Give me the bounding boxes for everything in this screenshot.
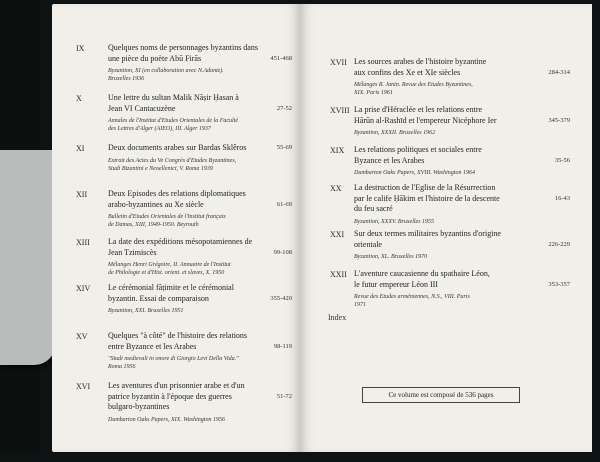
entry-title bbox=[354, 229, 544, 250]
entry-title-line: aux confins des Xe et XIe siècles bbox=[354, 67, 461, 77]
entry-citation bbox=[354, 169, 544, 177]
entry-title bbox=[108, 331, 294, 352]
entry-title-line: par le calife Ḥākim et l'histoire de la descente bbox=[354, 193, 500, 203]
index-label: Index bbox=[328, 313, 347, 322]
entry-title bbox=[354, 183, 544, 215]
entry-title bbox=[108, 143, 294, 154]
entry-number: XX bbox=[330, 184, 342, 193]
entry-title-line: Les sources arabes de l'histoire byzantine bbox=[354, 57, 487, 66]
left-page bbox=[52, 4, 300, 452]
entry-title-line: Sur deux termes militaires byzantins d'origine bbox=[354, 229, 501, 238]
entry-title-line: Byzance et les Arabes bbox=[354, 155, 425, 165]
entry-title bbox=[108, 283, 294, 304]
entry-citation-line: de Philologie et d'Hist. orient. et slaves, X. 1950 bbox=[108, 270, 225, 276]
entry-number: XVI bbox=[76, 382, 91, 391]
entry-citation bbox=[108, 307, 294, 315]
entry-title-line: du feu sacré bbox=[354, 204, 393, 213]
entry-pages: 99-108 bbox=[273, 248, 292, 256]
entry-pages: 35-56 bbox=[554, 156, 570, 164]
entry-title bbox=[354, 269, 544, 290]
entry-pages: 355-420 bbox=[270, 294, 292, 302]
entry-title bbox=[108, 93, 294, 114]
entry-pages: 16-43 bbox=[554, 194, 570, 202]
entry-citation-line: Dumbarton Oaks Papers, XIX. Washington 1956 bbox=[108, 416, 225, 423]
entry-citation bbox=[354, 129, 544, 137]
entry-title-line: Les relations politiques et sociales entre bbox=[354, 145, 482, 154]
entry-citation-line: Annales de l'Institut d'Etudes Orientales de la Faculté bbox=[108, 118, 239, 124]
entry-citation-line: Roma 1956 bbox=[108, 364, 136, 370]
entry-citation bbox=[108, 261, 294, 277]
entry-citation bbox=[354, 293, 544, 309]
entry-pages: 27-52 bbox=[276, 104, 292, 112]
entry-number: XXI bbox=[330, 230, 345, 239]
entry-pages: 284-314 bbox=[548, 68, 570, 76]
entry-title-line: Les aventures d'un prisonnier arabe et d'un bbox=[108, 381, 245, 390]
book-stand-tab bbox=[0, 150, 56, 365]
entry-title-line: Deux documents arabes sur Bardas Sklêros bbox=[108, 143, 247, 152]
entry-title-line: bulgaro-byzantines bbox=[108, 402, 170, 411]
entry-title-line: La prise d'Héraclée et les relations entre bbox=[354, 105, 483, 114]
entry-pages: 226-229 bbox=[548, 240, 570, 248]
entry-pages: 451-468 bbox=[270, 54, 292, 62]
entry-citation-line: Bruxelles 1936 bbox=[108, 76, 145, 82]
entry-title-line: Le cérémonial fāṭimite et le cérémonial bbox=[108, 283, 234, 292]
entry-title-line: Hārūn al-Rashīd et l'empereur Nicéphore Ier bbox=[354, 115, 497, 125]
entry-citation-line: Extrait des Actes du Ve Congrès d'Etudes Byzantines, bbox=[108, 157, 237, 164]
entry-citation-line: Byzantion, XXXII. Bruxelles 1962 bbox=[354, 130, 436, 136]
entry-title-line: Quelques "à côté" de l'histoire des relations bbox=[108, 331, 248, 340]
entry-citation-line: Byzantion, XL. Bruxelles 1970 bbox=[354, 254, 428, 260]
entry-title-line: Deux Episodes des relations diplomatiques bbox=[108, 189, 246, 198]
entry-citation-line: Byzantion, XXI. Bruxelles 1951 bbox=[108, 308, 184, 314]
entry-title-line: Une lettre du sultan Malik Nāṣir Ḥasan à bbox=[108, 93, 239, 102]
entry-citation-line: "Studi medievali in onore di Giorgio Levi Della Vida." bbox=[108, 356, 239, 362]
entry-title-line: Jean Tzimiscès bbox=[108, 247, 157, 257]
entry-title-line: une pièce du poète Abū Firās bbox=[108, 53, 202, 63]
background-bottom bbox=[0, 452, 600, 462]
entry-title-line: La destruction de l'Eglise de la Résurrection bbox=[354, 183, 496, 192]
entry-title-line: le futur empereur Léon III bbox=[354, 279, 438, 289]
entry-pages: 61-69 bbox=[276, 200, 292, 208]
entry-title bbox=[354, 57, 544, 78]
entry-number: XVII bbox=[330, 58, 347, 67]
entry-title-line: arabo-byzantines au Xe siècle bbox=[108, 199, 204, 209]
entry-citation-line: Dumbarton Oaks Papers, XVIII. Washington 1964 bbox=[354, 170, 475, 176]
entry-citation-line: Studi Bizantini e Neoellenici, V. Roma 1939 bbox=[108, 165, 213, 172]
entry-citation bbox=[354, 218, 544, 226]
entry-title bbox=[354, 145, 544, 166]
entry-number: XVIII bbox=[330, 106, 350, 115]
entry-citation-line: des Lettres d'Alger (AIEO), III. Alger 1937 bbox=[108, 126, 211, 132]
volume-note: Ce volume est composé de 536 pages bbox=[362, 387, 520, 403]
entry-title bbox=[108, 189, 294, 210]
entry-citation bbox=[108, 416, 294, 424]
entry-citation-line: Byzantion, XI (en collaboration avec N.Adontz). bbox=[108, 68, 224, 74]
entry-citation-line: Byzantion, XXXV. Bruxelles 1955 bbox=[354, 218, 435, 225]
entry-citation bbox=[108, 117, 294, 133]
entry-number: XIII bbox=[76, 238, 90, 247]
entry-title-line: Jean VI Cantacuzène bbox=[108, 103, 176, 113]
entry-title-line: patrice byzantin à l'époque des guerres bbox=[108, 391, 232, 401]
entry-title-line: Quelques noms de personnages byzantins dans bbox=[108, 43, 258, 52]
entry-citation-line: Revue des Etudes arméniennes, N.S., VIII. Paris bbox=[354, 294, 470, 300]
entry-citation bbox=[108, 355, 294, 371]
entry-title bbox=[108, 381, 294, 413]
entry-number: XIV bbox=[76, 284, 91, 293]
entry-number: XI bbox=[76, 144, 85, 153]
entry-citation-line: Mélanges R. Janin. Revue des Etudes Byzantines, bbox=[354, 82, 473, 88]
entry-citation bbox=[108, 213, 294, 229]
entry-title-line: orientale bbox=[354, 239, 382, 249]
entry-pages: 51-72 bbox=[276, 392, 292, 400]
entry-number: XII bbox=[76, 190, 88, 199]
entry-pages: 345-379 bbox=[548, 116, 570, 124]
entry-title-line: La date des expéditions mésopotamiennes de bbox=[108, 237, 253, 246]
entry-pages: 353-357 bbox=[548, 280, 570, 288]
entry-citation-line: XIX. Paris 1961 bbox=[354, 90, 393, 96]
entry-title bbox=[108, 43, 294, 64]
entry-title bbox=[354, 105, 544, 126]
entry-citation bbox=[108, 67, 294, 83]
entry-title bbox=[108, 237, 294, 258]
entry-citation-line: de Damas, XIII, 1949-1950. Beyrouth bbox=[108, 222, 199, 228]
entry-number: X bbox=[76, 94, 82, 103]
entry-citation-line: Bulletin d'Etudes Orientales de l'Institut français bbox=[108, 214, 226, 220]
entry-citation bbox=[354, 81, 544, 97]
entry-number: IX bbox=[76, 44, 85, 53]
entry-citation-line: Mélanges Henri Grégoire, II. Annuaire de l'Institut bbox=[108, 262, 231, 268]
entry-number: XIX bbox=[330, 146, 345, 155]
entry-pages: 98-119 bbox=[273, 342, 292, 350]
entry-number: XV bbox=[76, 332, 88, 341]
entry-title-line: L'aventure caucasienne du spathaire Léon, bbox=[354, 269, 490, 278]
entry-citation bbox=[108, 157, 294, 173]
entry-pages: 55-69 bbox=[276, 144, 292, 151]
right-page bbox=[300, 4, 592, 452]
entry-citation-line: 1971 bbox=[354, 302, 366, 308]
entry-title-line: entre Byzance et les Arabes bbox=[108, 341, 197, 351]
entry-title-line: byzantin. Essai de comparaison bbox=[108, 293, 209, 303]
entry-citation bbox=[354, 253, 544, 261]
entry-number: XXII bbox=[330, 270, 347, 279]
